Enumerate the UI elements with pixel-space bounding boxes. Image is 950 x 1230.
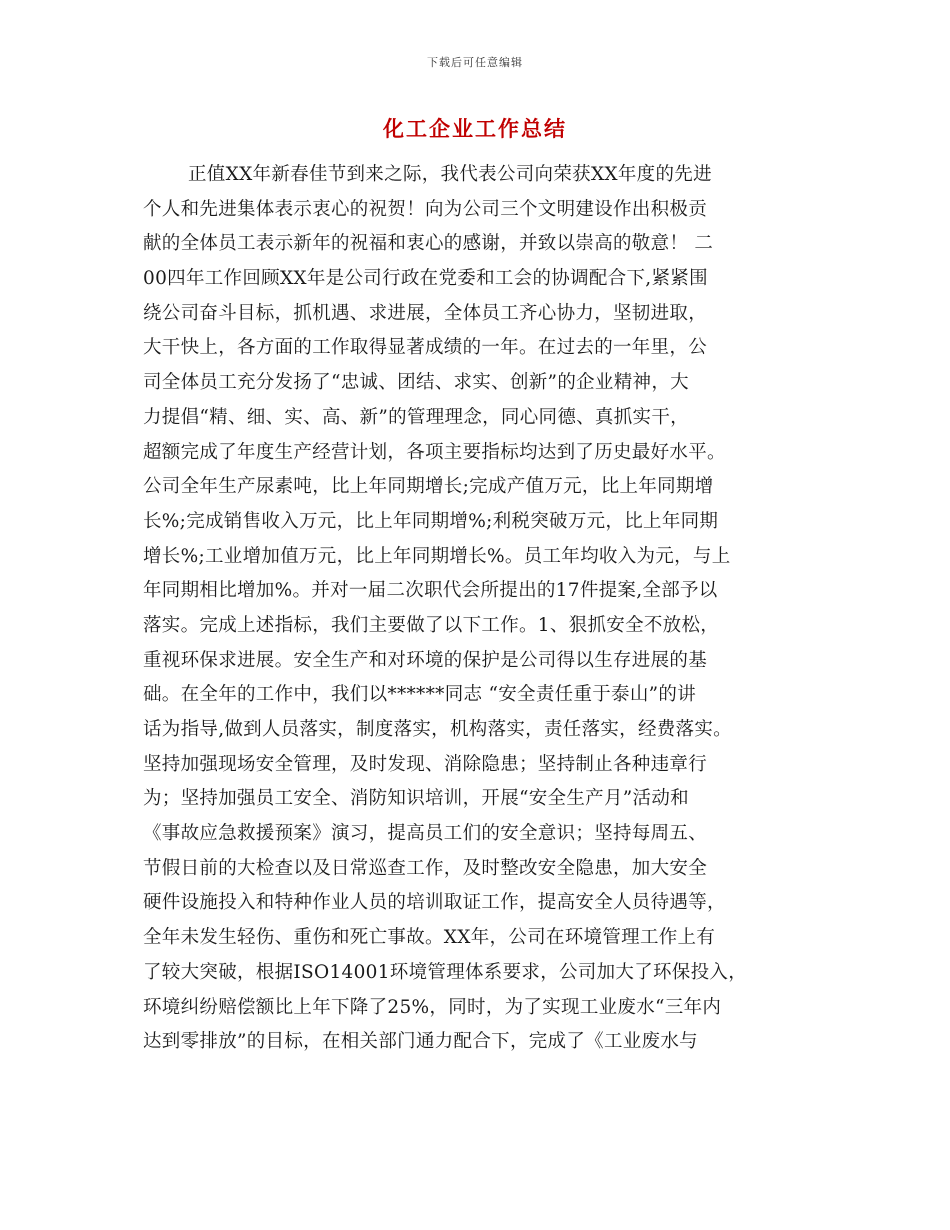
- body-line: 正值XX年新春佳节到来之际，我代表公司向荣获XX年度的先进: [188, 164, 712, 185]
- body-line: 00四年工作回顾XX年是公司行政在党委和工会的协调配合下,紧紧围: [143, 268, 708, 290]
- body-line: 献的全体员工表示新年的祝福和衷心的感谢，并致以崇高的敬意！ 二: [143, 233, 714, 255]
- body-line: 超额完成了年度生产经营计划，各项主要指标均达到了历史最好水平。: [143, 441, 726, 463]
- body-line: 长%;完成销售收入万元，比上年同期增%;利税突破万元，比上年同期: [143, 510, 719, 532]
- body-line: 绕公司奋斗目标，抓机遇、求进展，全体员工齐心协力，坚韧进取，: [143, 302, 708, 324]
- body-line: 话为指导,做到人员落实，制度落实，机构落实，责任落实，经费落实。: [143, 719, 732, 740]
- body-line: 落实。完成上述指标，我们主要做了以下工作。1、狠抓安全不放松，: [143, 614, 720, 636]
- body-line: 个人和先进集体表示衷心的祝贺！向为公司三个文明建设作出积极贡: [143, 198, 708, 220]
- body-line: 力提倡“精、细、实、高、新”的管理理念，同心同德、真抓实干，: [143, 406, 689, 428]
- document-body: [143, 158, 823, 1060]
- body-line: 年同期相比增加%。并对一届二次职代会所提出的17件提案,全部予以: [143, 580, 718, 602]
- body-line: 硬件设施投入和特种作业人员的培训取证工作，提高安全人员待遇等，: [143, 892, 726, 914]
- body-line: 全年未发生轻伤、重伤和死亡事故。XX年，公司在环境管理工作上有: [143, 927, 716, 949]
- body-line: 础。在全年的工作中，我们以******同志 “安全责任重于泰山”的讲: [143, 684, 696, 706]
- body-line: 大干快上，各方面的工作取得显著成绩的一年。在过去的一年里，公: [143, 337, 708, 359]
- body-line: 增长%;工业增加值万元，比上年同期增长%。员工年均收入为元，与上: [143, 545, 731, 567]
- body-line: 为；坚持加强员工安全、消防知识培训，开展“安全生产月”活动和: [143, 788, 689, 810]
- body-line: 司全体员工充分发扬了“忠诚、团结、求实、创新”的企业精神，大: [143, 372, 689, 394]
- body-line: 达到零排放”的目标，在相关部门通力配合下，完成了《工业废水与: [143, 1031, 698, 1053]
- body-line: 公司全年生产尿素吨，比上年同期增长;完成产值万元，比上年同期增: [143, 476, 714, 498]
- body-line: 节假日前的大检查以及日常巡查工作，及时整改安全隐患，加大安全: [143, 857, 708, 879]
- body-line: 环境纠纷赔偿额比上年下降了25%，同时，为了实现工业废水“三年内: [143, 996, 722, 1018]
- body-line: 重视环保求进展。安全生产和对环境的保护是公司得以生存进展的基: [143, 649, 708, 671]
- body-line: 了较大突破，根据ISO14001环境管理体系要求，公司加大了环保投入，: [143, 961, 748, 983]
- document-title: 化工企业工作总结: [383, 117, 567, 141]
- body-line: 《事故应急救援预案》演习，提高员工们的安全意识；坚持每周五、: [143, 823, 708, 845]
- body-line: 坚持加强现场安全管理，及时发现、消除隐患；坚持制止各种违章行: [143, 753, 708, 775]
- page-header-note: 下载后可任意编辑: [427, 56, 523, 69]
